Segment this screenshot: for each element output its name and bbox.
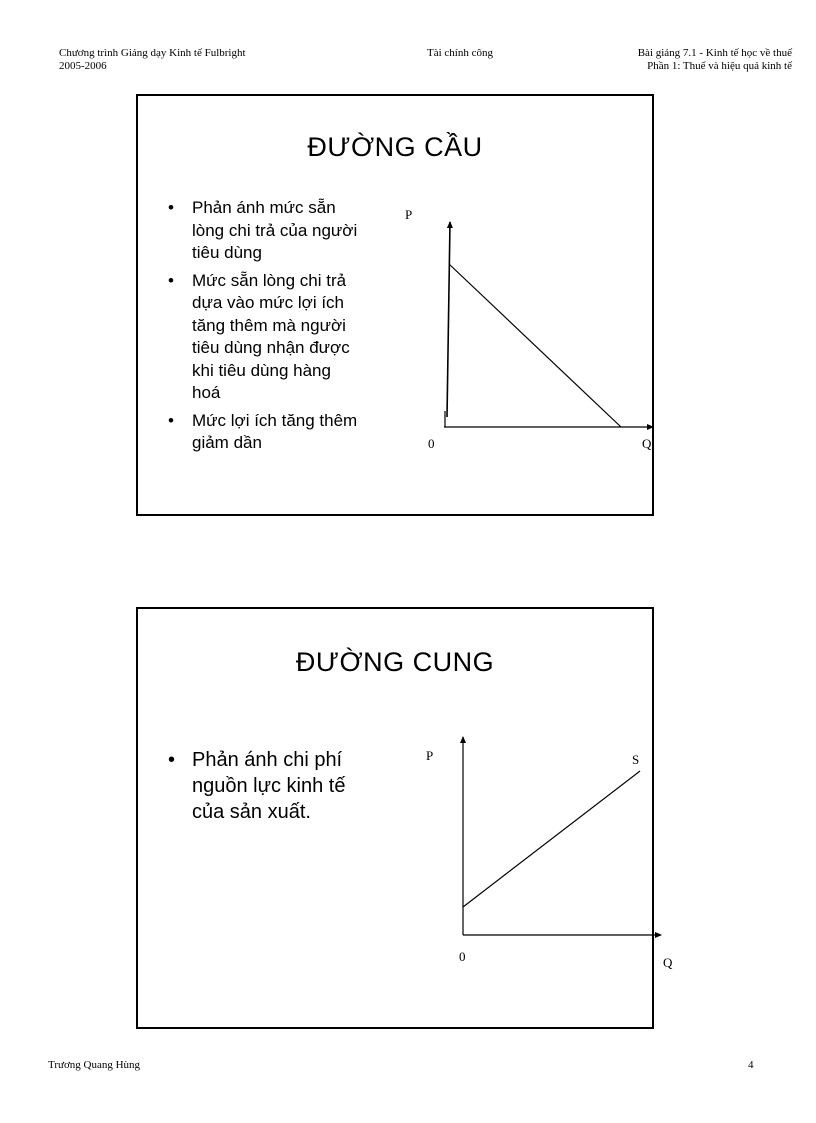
bullet-item: • Mức lợi ích tăng thêm giảm dần [168,410,358,455]
slide-title: ĐƯỜNG CUNG [295,647,495,677]
slide-supply-curve [136,607,673,1029]
header-course: Tài chính công [427,47,493,59]
bullet-item: • Phản ánh chi phí nguồn lực kinh tế của sản xuất. [168,747,363,825]
bullet-item: • Mức sẵn lòng chi trả dựa vào mức lợi ích tăng thêm mà người tiêu dùng nhận được khi tiêu dùng hàng hoá [168,270,358,405]
slide-demand-curve [136,94,654,516]
bullet-list [168,747,363,825]
curve-label: S [632,752,640,767]
demand-graph [388,206,668,466]
x-axis-label: Q [642,436,652,451]
supply-graph [418,729,678,979]
header-lecture: Bài giảng 7.1 - Kinh tế học về thuế [637,47,792,59]
bullet-list [168,197,358,460]
bullet-item: • Phản ánh mức sẵn lòng chi trả của người tiêu dùng [168,197,358,265]
y-axis [447,222,450,417]
demand-curve [449,264,621,427]
page-number: 4 [748,1059,754,1071]
y-axis-label: P [405,207,413,222]
header-part: Phần 1: Thuế và hiệu quả kinh tế [647,60,792,72]
x-axis-label: Q [663,955,673,970]
footer-author: Trương Quang Hùng [48,1059,141,1071]
slide-title: ĐƯỜNG CẦU [307,132,483,162]
header-program: Chương trình Giảng dạy Kinh tế Fulbright [59,47,246,59]
header-right [638,47,792,73]
origin-label: 0 [459,949,466,964]
origin-label: 0 [428,436,435,451]
y-axis-label: P [426,748,434,763]
header-year: 2005-2006 [59,60,107,72]
supply-curve [463,771,640,907]
